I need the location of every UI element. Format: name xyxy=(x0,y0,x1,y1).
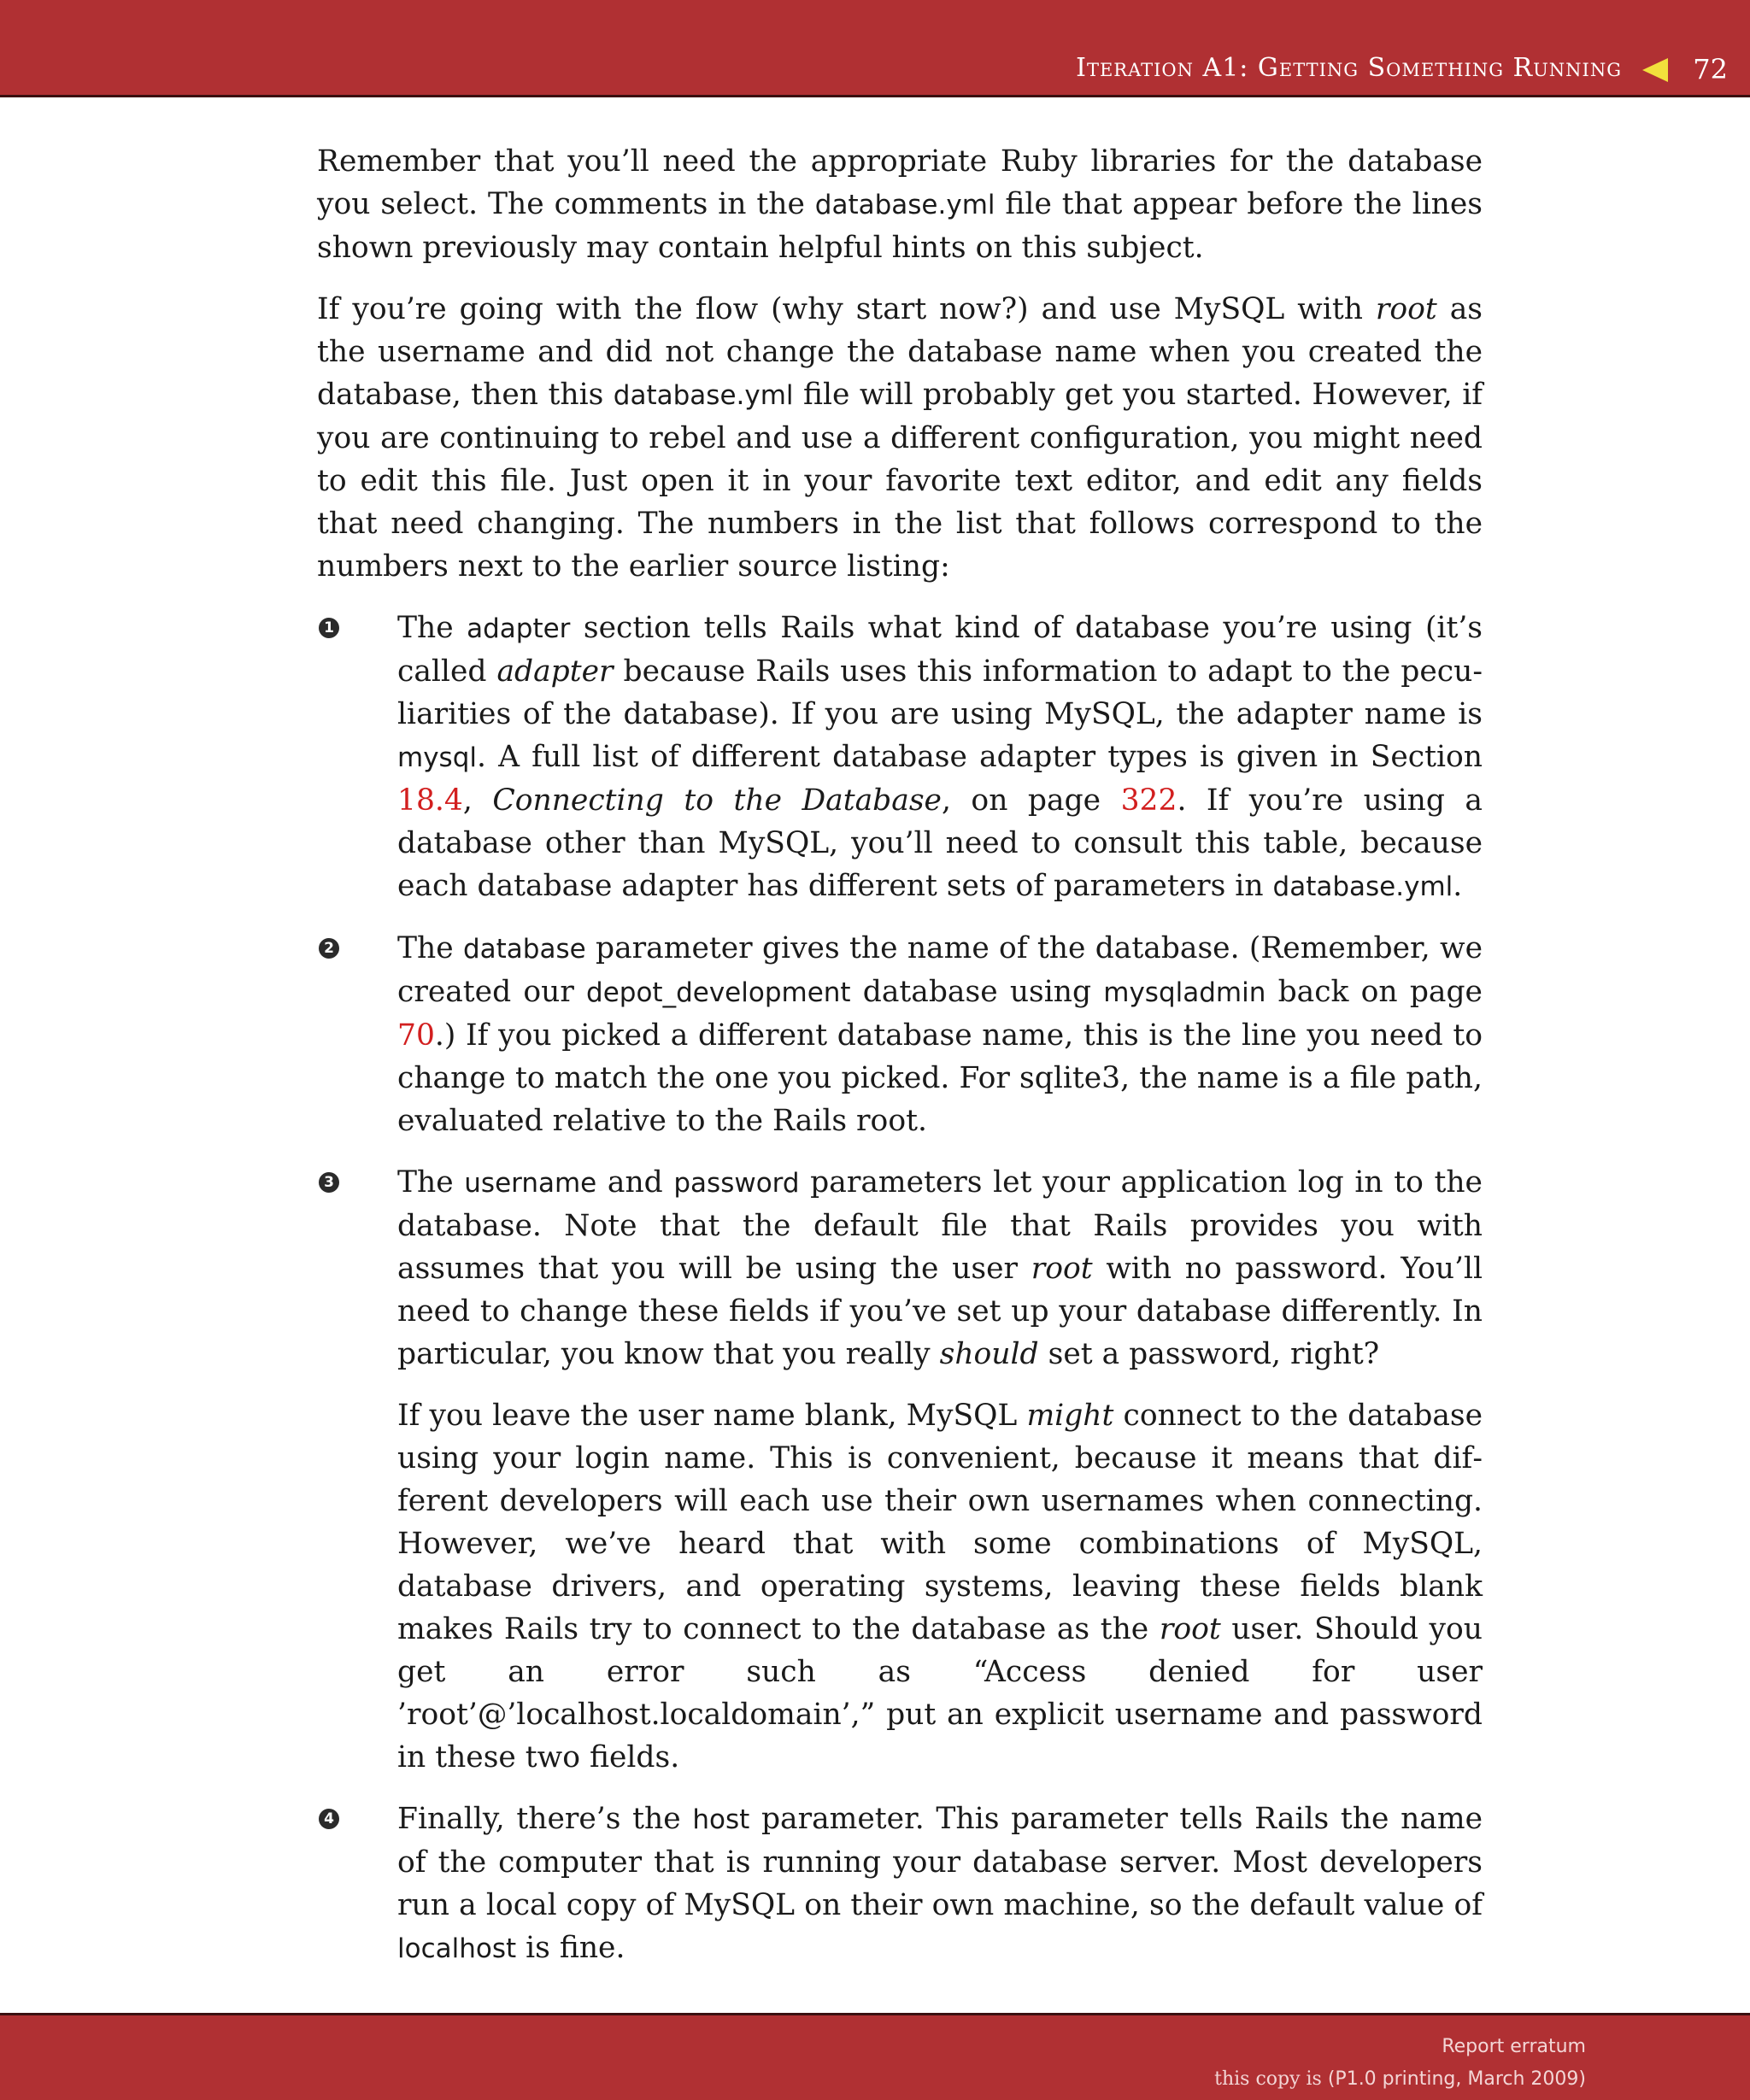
report-erratum-link[interactable]: Report erratum xyxy=(1442,2036,1586,2057)
number-2-icon: 2 xyxy=(319,938,339,959)
link-page-322[interactable]: 322 xyxy=(1120,783,1177,818)
link-section-18-4[interactable]: 18.4 xyxy=(397,783,463,818)
list-item-username-password: 3 The username and password parameters let your application log in to the database. Note that the default file that Rails provides you with assumes that you will be using the user root with no password. You’ll need to change these fields if you’ve set up your database differently. In particular, you know that you really should set a password, right? xyxy=(317,1161,1483,1376)
copy-info: this copy is (P1.0 printing, March 2009) xyxy=(1214,2068,1586,2090)
running-head: Iteration A1: Getting Something Running xyxy=(1076,53,1622,83)
previous-page-arrow-icon[interactable] xyxy=(1642,58,1668,82)
paragraph-ruby-libraries: Remember that you’ll need the appropriate Ruby libraries for the database you select. The comments in the database.yml file that appear before the lines shown previously may contain helpful hints on this subject. xyxy=(317,144,1483,265)
list-item-adapter: 1 The adapter section tells Rails what kind of database you’re using (it’s called adapter because Rails uses this information to adapt to the peculiarities of the database). If you are using MySQL, the adapter name is mysql. A full list of different database adapter types is given in Section 18.4, Connecting to the Database, on page 322. If you’re using a database other than MySQL, you’ll need to consult this table, because each database adapter has different sets of parameters in database.yml. xyxy=(317,607,1483,908)
number-1-icon: 1 xyxy=(319,618,339,638)
number-4-icon: 4 xyxy=(319,1809,339,1829)
list-item-database: 2 The database parameter gives the name of the database. (Remember, we created our depot_development database using mysqladmin back on page 70.) If you picked a different database name, this is the line you need to change to match the one you picked. For sqlite3, the name is a file path, evaluated relative to the Rails root. xyxy=(317,927,1483,1142)
page-number: 72 xyxy=(1693,53,1728,85)
link-page-70[interactable]: 70 xyxy=(397,1018,435,1053)
list-item-username-blank-note: If you leave the user name blank, MySQL might connect to the database using your login name. This is convenient, because it means that different developers will each use their own usernames when connecting. However, we’ve heard that with some combinations of MySQL, database drivers, and operating systems, leaving these fields blank makes Rails try to connect to the database as the root user. Should you get an error such as “Access denied for user ’root’@’localhost.localdomain’,” put an explicit username and password in these two fields. xyxy=(397,1399,1483,1774)
header-bar xyxy=(0,0,1750,97)
paragraph-going-with-flow: If you’re going with the flow (why start now?) and use MySQL with root as the username and did not change the database name when you created the database, then this database.yml file will probably get you started. However, if you are continuing to rebel and use a different configuration, you might need to edit this file. Just open it in your favorite text editor, and edit any fields that need changing. The numbers in the list that follows correspond to the numbers next to the earlier source listing: xyxy=(317,292,1483,584)
number-3-icon: 3 xyxy=(319,1172,339,1193)
footer-bar xyxy=(0,2013,1750,2100)
page-body xyxy=(317,140,1483,1989)
list-item-host: 4 Finally, there’s the host parameter. This parameter tells Rails the name of the computer that is running your database server. Most developers run a local copy of MySQL on their own machine, so the default value of localhost is fine. xyxy=(317,1798,1483,1970)
